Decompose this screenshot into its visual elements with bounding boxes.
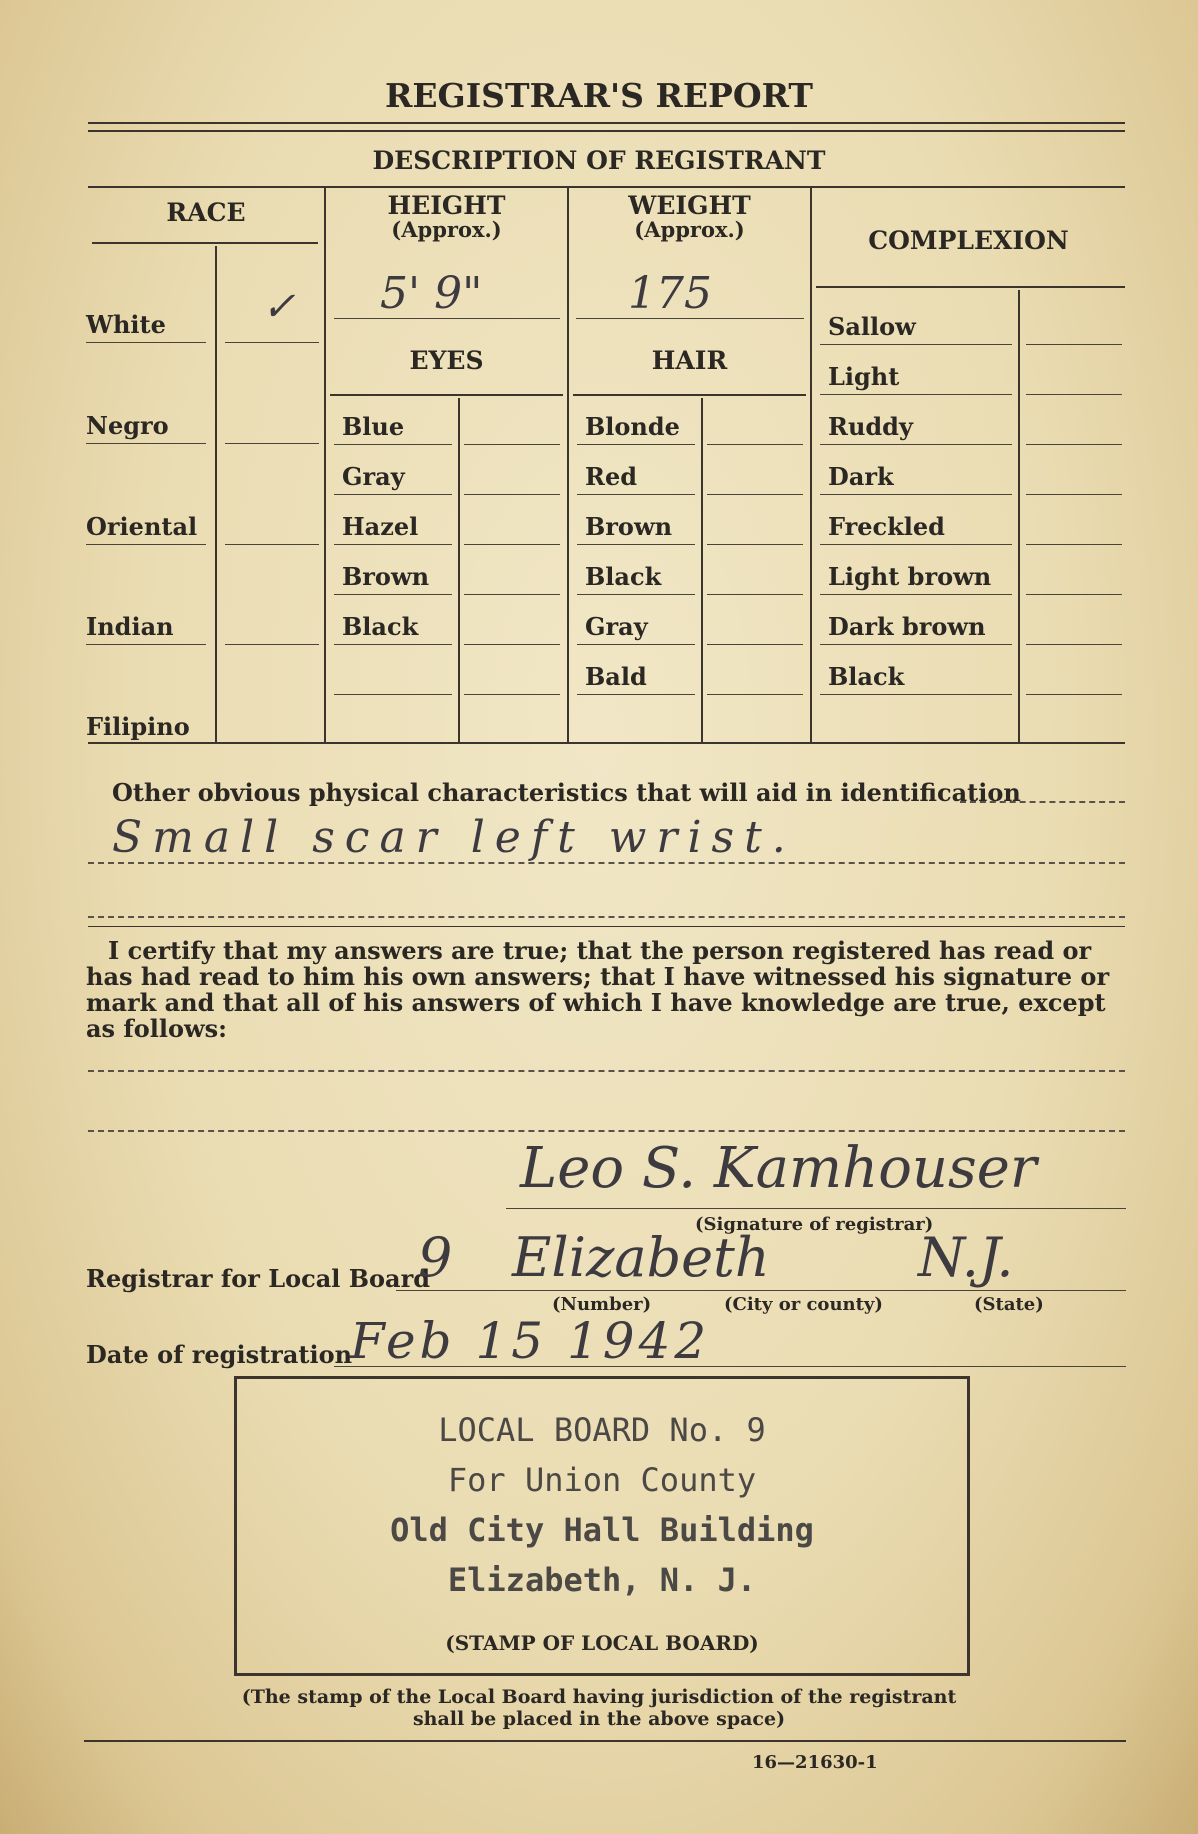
hair-option-gray: Gray bbox=[585, 612, 648, 641]
stamp-text bbox=[237, 1405, 967, 1605]
hair-option-blonde: Blonde bbox=[585, 412, 680, 441]
signature-line bbox=[506, 1208, 1126, 1209]
eyes-option-gray: Gray bbox=[342, 462, 405, 491]
eyes-row-rule bbox=[334, 444, 452, 445]
registrar-signature: Leo S. Kamhouser bbox=[520, 1136, 1037, 1201]
complexion-row-rule bbox=[820, 594, 1012, 595]
local-board-state: N.J. bbox=[918, 1226, 1014, 1289]
stamp-caption: (STAMP OF LOCAL BOARD) bbox=[445, 1631, 759, 1655]
hair-row-rule bbox=[577, 594, 695, 595]
hair-row-rule bbox=[577, 644, 695, 645]
white-check-mark: ✓ bbox=[262, 284, 296, 330]
divider-height-weight bbox=[567, 188, 569, 742]
stamp-line-4: Elizabeth, N. J. bbox=[447, 1561, 757, 1599]
complexion-row-rule bbox=[820, 394, 1012, 395]
weight-value: 175 bbox=[628, 268, 712, 319]
height-header-label: HEIGHT bbox=[387, 191, 506, 220]
hair-check-rule bbox=[707, 594, 803, 595]
complexion-row-rule bbox=[820, 544, 1012, 545]
eyes-row-rule bbox=[334, 694, 452, 695]
race-header-rule bbox=[92, 242, 318, 244]
section-rule bbox=[88, 926, 1125, 927]
complexion-option-black: Black bbox=[828, 662, 905, 691]
eyes-check-divider bbox=[458, 398, 460, 742]
eyes-option-brown: Brown bbox=[342, 562, 430, 591]
divider-race-height bbox=[324, 188, 326, 742]
weight-value-rule bbox=[576, 318, 804, 319]
section-title: DESCRIPTION OF REGISTRANT bbox=[372, 146, 826, 175]
other-characteristics-value: Small scar left wrist. bbox=[112, 812, 796, 863]
other-characteristics-leader bbox=[960, 801, 1125, 803]
other-characteristics-line bbox=[88, 862, 1125, 864]
divider-weight-complexion bbox=[810, 188, 812, 742]
complexion-row-rule bbox=[820, 444, 1012, 445]
complexion-option-light-brown: Light brown bbox=[828, 562, 992, 591]
complexion-option-dark: Dark bbox=[828, 462, 894, 491]
local-board-line bbox=[396, 1290, 1126, 1291]
complexion-check-rule bbox=[1026, 444, 1122, 445]
stamp-box bbox=[234, 1376, 970, 1676]
weight-header bbox=[569, 191, 810, 242]
complexion-check-divider bbox=[1018, 290, 1020, 742]
eyes-check-rule bbox=[464, 594, 560, 595]
hair-check-rule bbox=[707, 544, 803, 545]
complexion-check-rule bbox=[1026, 394, 1122, 395]
complexion-check-rule bbox=[1026, 644, 1122, 645]
race-check-rule bbox=[225, 644, 319, 645]
race-label-rule bbox=[86, 443, 206, 444]
city-caption: (City or county) bbox=[724, 1294, 883, 1315]
race-option-negro: Negro bbox=[86, 411, 169, 440]
race-check-rule bbox=[225, 443, 319, 444]
signature-caption: (Signature of registrar) bbox=[695, 1214, 934, 1235]
eyes-option-black: Black bbox=[342, 612, 419, 641]
hair-row-rule bbox=[577, 494, 695, 495]
hair-option-brown: Brown bbox=[585, 512, 673, 541]
stamp-line-2: For Union County bbox=[447, 1461, 757, 1499]
hair-check-rule bbox=[707, 644, 803, 645]
hair-option-black: Black bbox=[585, 562, 662, 591]
footer-rule bbox=[84, 1740, 1126, 1742]
stamp-line-1: LOCAL BOARD No. 9 bbox=[438, 1411, 766, 1449]
stamp-line-3: Old City Hall Building bbox=[390, 1511, 814, 1549]
eyes-check-rule bbox=[464, 444, 560, 445]
height-header-sub: (Approx.) bbox=[391, 217, 502, 242]
height-value-rule bbox=[334, 318, 560, 319]
complexion-option-sallow: Sallow bbox=[828, 312, 916, 341]
complexion-option-dark-brown: Dark brown bbox=[828, 612, 986, 641]
weight-header-label: WEIGHT bbox=[628, 191, 751, 220]
height-value: 5' 9" bbox=[380, 268, 483, 319]
eyes-row-rule bbox=[334, 644, 452, 645]
eyes-check-rule bbox=[464, 694, 560, 695]
eyes-check-rule bbox=[464, 644, 560, 645]
race-check-rule bbox=[225, 544, 319, 545]
hair-row-rule bbox=[577, 694, 695, 695]
race-header: RACE bbox=[166, 198, 246, 227]
form-number: 16—21630-1 bbox=[752, 1752, 878, 1773]
other-characteristics-line-2 bbox=[88, 916, 1125, 918]
hair-row-rule bbox=[577, 544, 695, 545]
complexion-check-rule bbox=[1026, 694, 1122, 695]
eyes-row-rule bbox=[334, 544, 452, 545]
hair-header: HAIR bbox=[651, 346, 728, 375]
race-label-rule bbox=[86, 644, 206, 645]
eyes-row-rule bbox=[334, 594, 452, 595]
title-rule-bottom bbox=[88, 130, 1125, 132]
local-board-number: 9 bbox=[418, 1226, 453, 1289]
complexion-option-light: Light bbox=[828, 362, 900, 391]
race-option-oriental: Oriental bbox=[86, 512, 198, 541]
race-check-divider bbox=[215, 246, 217, 742]
hair-option-red: Red bbox=[585, 462, 637, 491]
hair-check-rule bbox=[707, 694, 803, 695]
complexion-row-rule bbox=[820, 494, 1012, 495]
complexion-option-ruddy: Ruddy bbox=[828, 412, 913, 441]
race-check-rule bbox=[225, 342, 319, 343]
exceptions-line-1 bbox=[88, 1070, 1125, 1072]
hair-option-bald: Bald bbox=[585, 662, 647, 691]
race-label-rule bbox=[86, 342, 206, 343]
date-value: Feb 15 1942 bbox=[350, 1312, 711, 1370]
complexion-check-rule bbox=[1026, 494, 1122, 495]
report-title: REGISTRAR'S REPORT bbox=[384, 76, 813, 115]
eyes-row-rule bbox=[334, 494, 452, 495]
complexion-row-rule bbox=[820, 644, 1012, 645]
hair-check-rule bbox=[707, 494, 803, 495]
hair-check-divider bbox=[701, 398, 703, 742]
complexion-header: COMPLEXION bbox=[868, 226, 1069, 255]
table-top-rule bbox=[88, 186, 1125, 188]
eyes-check-rule bbox=[464, 494, 560, 495]
height-header bbox=[326, 191, 567, 242]
complexion-header-rule bbox=[816, 286, 1125, 288]
exceptions-line-2 bbox=[88, 1130, 1125, 1132]
state-caption: (State) bbox=[974, 1294, 1044, 1315]
local-board-label: Registrar for Local Board bbox=[86, 1264, 431, 1293]
stamp-note-line-2: shall be placed in the above space) bbox=[412, 1708, 786, 1730]
eyes-check-rule bbox=[464, 544, 560, 545]
date-line bbox=[334, 1366, 1126, 1367]
complexion-check-rule bbox=[1026, 344, 1122, 345]
complexion-row-rule bbox=[820, 694, 1012, 695]
race-option-filipino: Filipino bbox=[86, 712, 190, 741]
race-option-indian: Indian bbox=[86, 612, 174, 641]
eyes-option-hazel: Hazel bbox=[342, 512, 419, 541]
stamp-note bbox=[0, 1686, 1198, 1730]
complexion-check-rule bbox=[1026, 594, 1122, 595]
other-characteristics-label: Other obvious physical characteristics that will aid in identification bbox=[112, 778, 1021, 807]
hair-check-rule bbox=[707, 444, 803, 445]
hair-row-rule bbox=[577, 444, 695, 445]
race-label-rule bbox=[86, 544, 206, 545]
complexion-option-freckled: Freckled bbox=[828, 512, 945, 541]
stamp-note-line-1: (The stamp of the Local Board having jurisdiction of the registrant bbox=[241, 1686, 957, 1708]
date-label: Date of registration bbox=[86, 1340, 353, 1369]
title-rule-top bbox=[88, 122, 1125, 124]
local-board-city: Elizabeth bbox=[512, 1226, 770, 1289]
number-caption: (Number) bbox=[552, 1294, 652, 1315]
weight-header-sub: (Approx.) bbox=[634, 217, 745, 242]
eyes-option-blue: Blue bbox=[342, 412, 405, 441]
certification-text: I certify that my answers are true; that the person registered has read or has had read to him his own answers; that I have witnessed his signature or mark and that all of his answers of which I have knowledge are true, except as follows: bbox=[86, 936, 1110, 1043]
table-bottom-rule bbox=[88, 742, 1125, 744]
complexion-row-rule bbox=[820, 344, 1012, 345]
eyes-header: EYES bbox=[409, 346, 484, 375]
complexion-check-rule bbox=[1026, 544, 1122, 545]
hair-header-rule bbox=[573, 394, 806, 396]
race-option-white: White bbox=[86, 310, 166, 339]
eyes-header-rule bbox=[330, 394, 563, 396]
